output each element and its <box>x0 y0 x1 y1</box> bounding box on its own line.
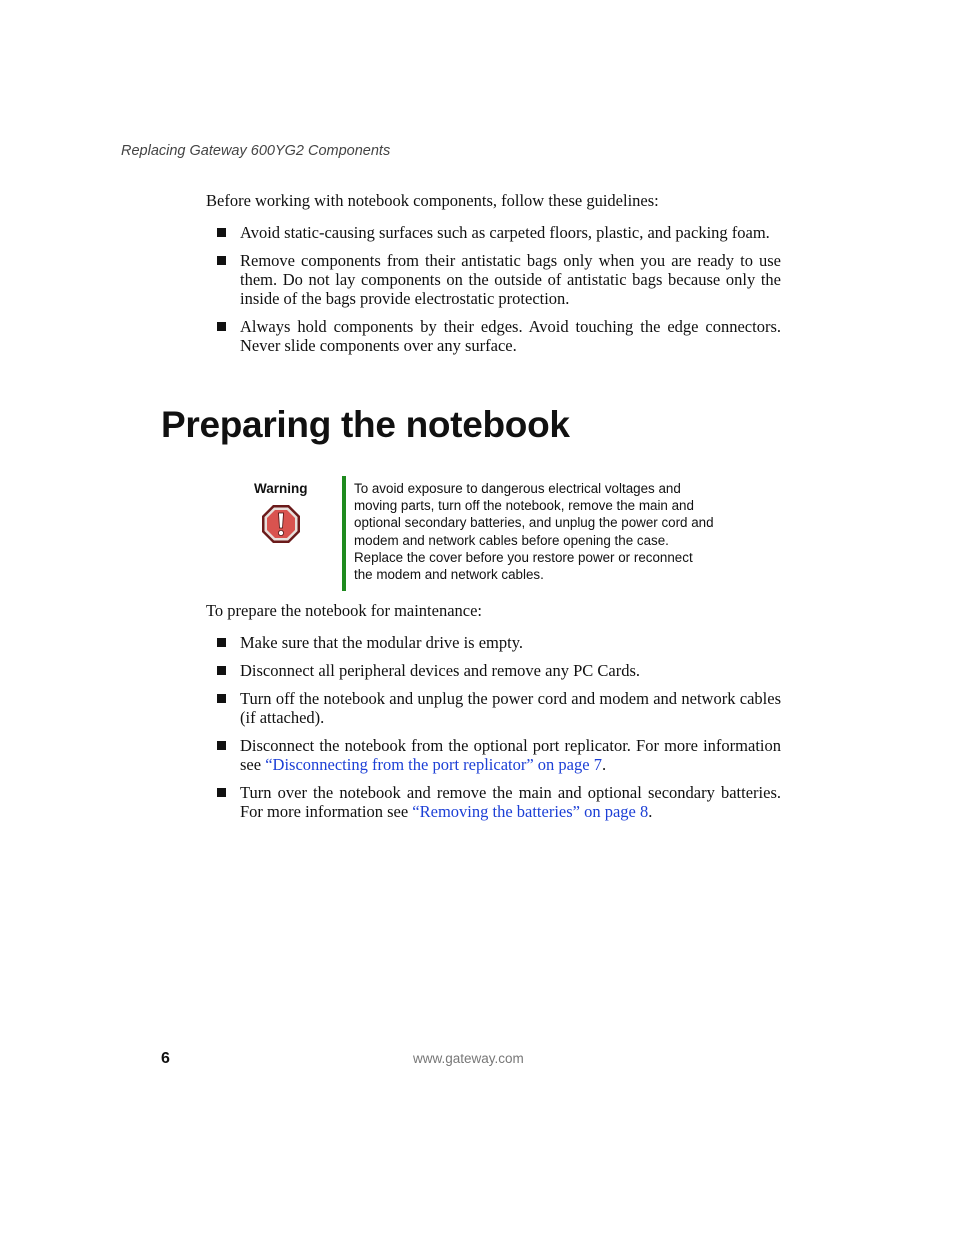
list-item-text: Remove components from their antistatic bags only when you are ready to use them. Do not lay components on the outside of antistatic bags because only the inside of the bags provide electrostatic protection. <box>240 251 781 308</box>
square-bullet-icon <box>217 666 226 675</box>
list-item <box>206 661 781 680</box>
list-item <box>206 689 781 727</box>
prep-intro-paragraph: To prepare the notebook for maintenance: <box>206 601 483 620</box>
cross-reference-link[interactable]: “Disconnecting from the port replicator” on page 7 <box>265 755 602 774</box>
cross-reference-link[interactable]: “Removing the batteries” on page 8 <box>412 802 649 821</box>
square-bullet-icon <box>217 788 226 797</box>
list-item-text: Always hold components by their edges. Avoid touching the edge connectors. Never slide components over any surface. <box>240 317 781 355</box>
list-item <box>206 633 781 652</box>
list-item-text: Disconnect the notebook from the optional port replicator. For more information see <box>240 736 781 774</box>
octagon-exclamation-icon <box>260 503 302 545</box>
list-item-text-end: . <box>601 755 607 774</box>
list-item-text: Disconnect all peripheral devices and remove any PC Cards. <box>240 661 640 680</box>
square-bullet-icon <box>217 638 226 647</box>
list-item <box>206 317 781 355</box>
list-item-text: Turn off the notebook and unplug the power cord and modem and network cables (if attached). <box>240 689 781 727</box>
square-bullet-icon <box>217 228 226 237</box>
square-bullet-icon <box>217 694 226 703</box>
list-item <box>206 251 781 308</box>
list-item <box>206 736 781 774</box>
list-item-text: Turn over the notebook and remove the main and optional secondary batteries. For more information see <box>240 783 781 821</box>
list-item-text: Make sure that the modular drive is empty. <box>240 633 524 652</box>
warning-bar <box>342 476 346 591</box>
square-bullet-icon <box>217 256 226 265</box>
warning-label: Warning <box>254 481 308 496</box>
list-item <box>206 223 781 242</box>
footer-url[interactable]: www.gateway.com <box>413 1051 524 1066</box>
running-head: Replacing Gateway 600YG2 Components <box>121 143 391 159</box>
square-bullet-icon <box>217 322 226 331</box>
section-heading: Preparing the notebook <box>161 404 570 445</box>
intro-paragraph: Before working with notebook components, follow these guidelines: <box>206 191 659 210</box>
square-bullet-icon <box>217 741 226 750</box>
guidelines-list <box>206 223 781 364</box>
prep-steps-list <box>206 633 781 830</box>
list-item-text: Avoid static-causing surfaces such as carpeted floors, plastic, and packing foam. <box>240 223 770 242</box>
list-item <box>206 783 781 821</box>
list-item-text-end: . <box>648 802 653 821</box>
warning-text: To avoid exposure to dangerous electrical voltages and moving parts, turn off the notebook, remove the main and optional secondary batteries, and unplug the power cord and modem and network cables before opening the case. Replace the cover before you restore power or reconnect the modem and network cables. <box>354 481 714 583</box>
page-number: 6 <box>161 1050 170 1067</box>
